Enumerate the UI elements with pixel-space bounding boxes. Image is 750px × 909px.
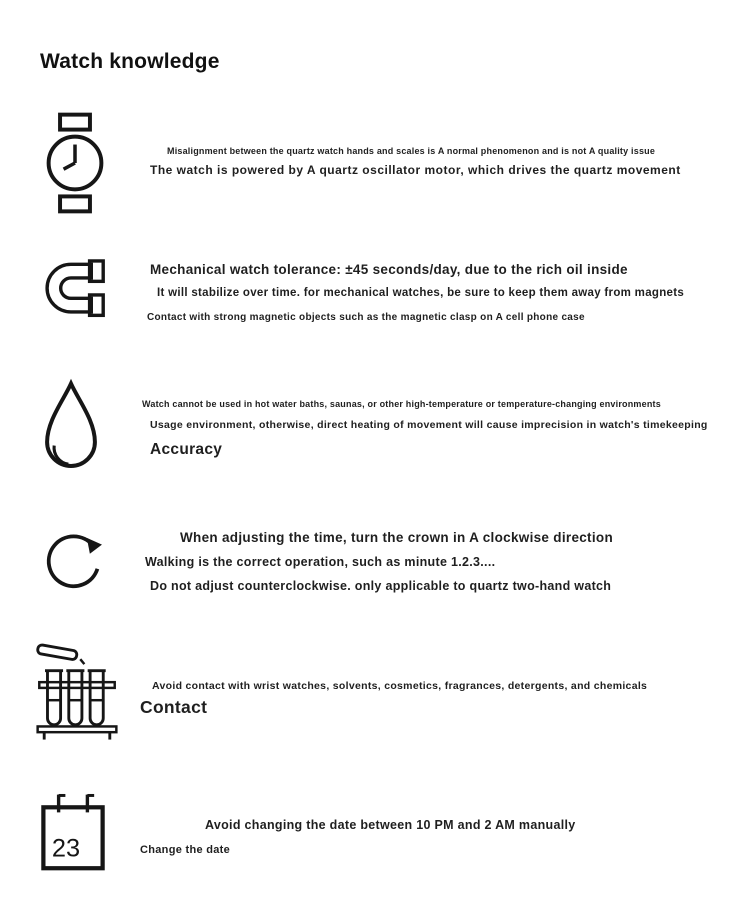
text-line: Walking is the correct operation, such as minute 1.2.3.... bbox=[145, 555, 496, 569]
calendar-icon bbox=[40, 786, 106, 876]
text-line: When adjusting the time, turn the crown in A clockwise direction bbox=[180, 530, 613, 545]
text-line: Avoid contact with wrist watches, solvents, cosmetics, fragrances, detergents, and chemicals bbox=[152, 680, 648, 692]
calendar-day-number: 23 bbox=[51, 834, 81, 863]
text-line: Watch cannot be used in hot water baths, saunas, or other high-temperature or temperature-changing environments bbox=[142, 399, 661, 409]
magnet-icon bbox=[42, 258, 110, 320]
text-line: It will stabilize over time. for mechanical watches, be sure to keep them away from magnets bbox=[157, 287, 685, 299]
wristwatch-icon bbox=[44, 112, 106, 214]
text-line: Contact bbox=[140, 697, 208, 717]
text-line: Misalignment between the quartz watch hands and scales is A normal phenomenon and is not A quality issue bbox=[167, 146, 656, 156]
text-line: Do not adjust counterclockwise. only applicable to quartz two-hand watch bbox=[150, 579, 612, 593]
text-line: Mechanical watch tolerance: ±45 seconds/day, due to the rich oil inside bbox=[150, 262, 628, 277]
test-tubes-icon bbox=[36, 642, 118, 742]
text-line: The watch is powered by A quartz oscillator motor, which drives the quartz movement bbox=[150, 163, 681, 177]
water-drop-icon bbox=[40, 376, 102, 478]
text-line: Usage environment, otherwise, direct heating of movement will cause imprecision in watch's timekeeping bbox=[150, 419, 708, 431]
text-line: Avoid changing the date between 10 PM and 2 AM manually bbox=[205, 818, 576, 832]
clockwise-arrow-icon bbox=[40, 516, 108, 602]
text-line: Accuracy bbox=[150, 441, 223, 458]
text-line: Contact with strong magnetic objects such as the magnetic clasp on A cell phone case bbox=[147, 312, 585, 323]
text-line: Change the date bbox=[140, 844, 231, 856]
page-title: Watch knowledge bbox=[40, 50, 220, 74]
